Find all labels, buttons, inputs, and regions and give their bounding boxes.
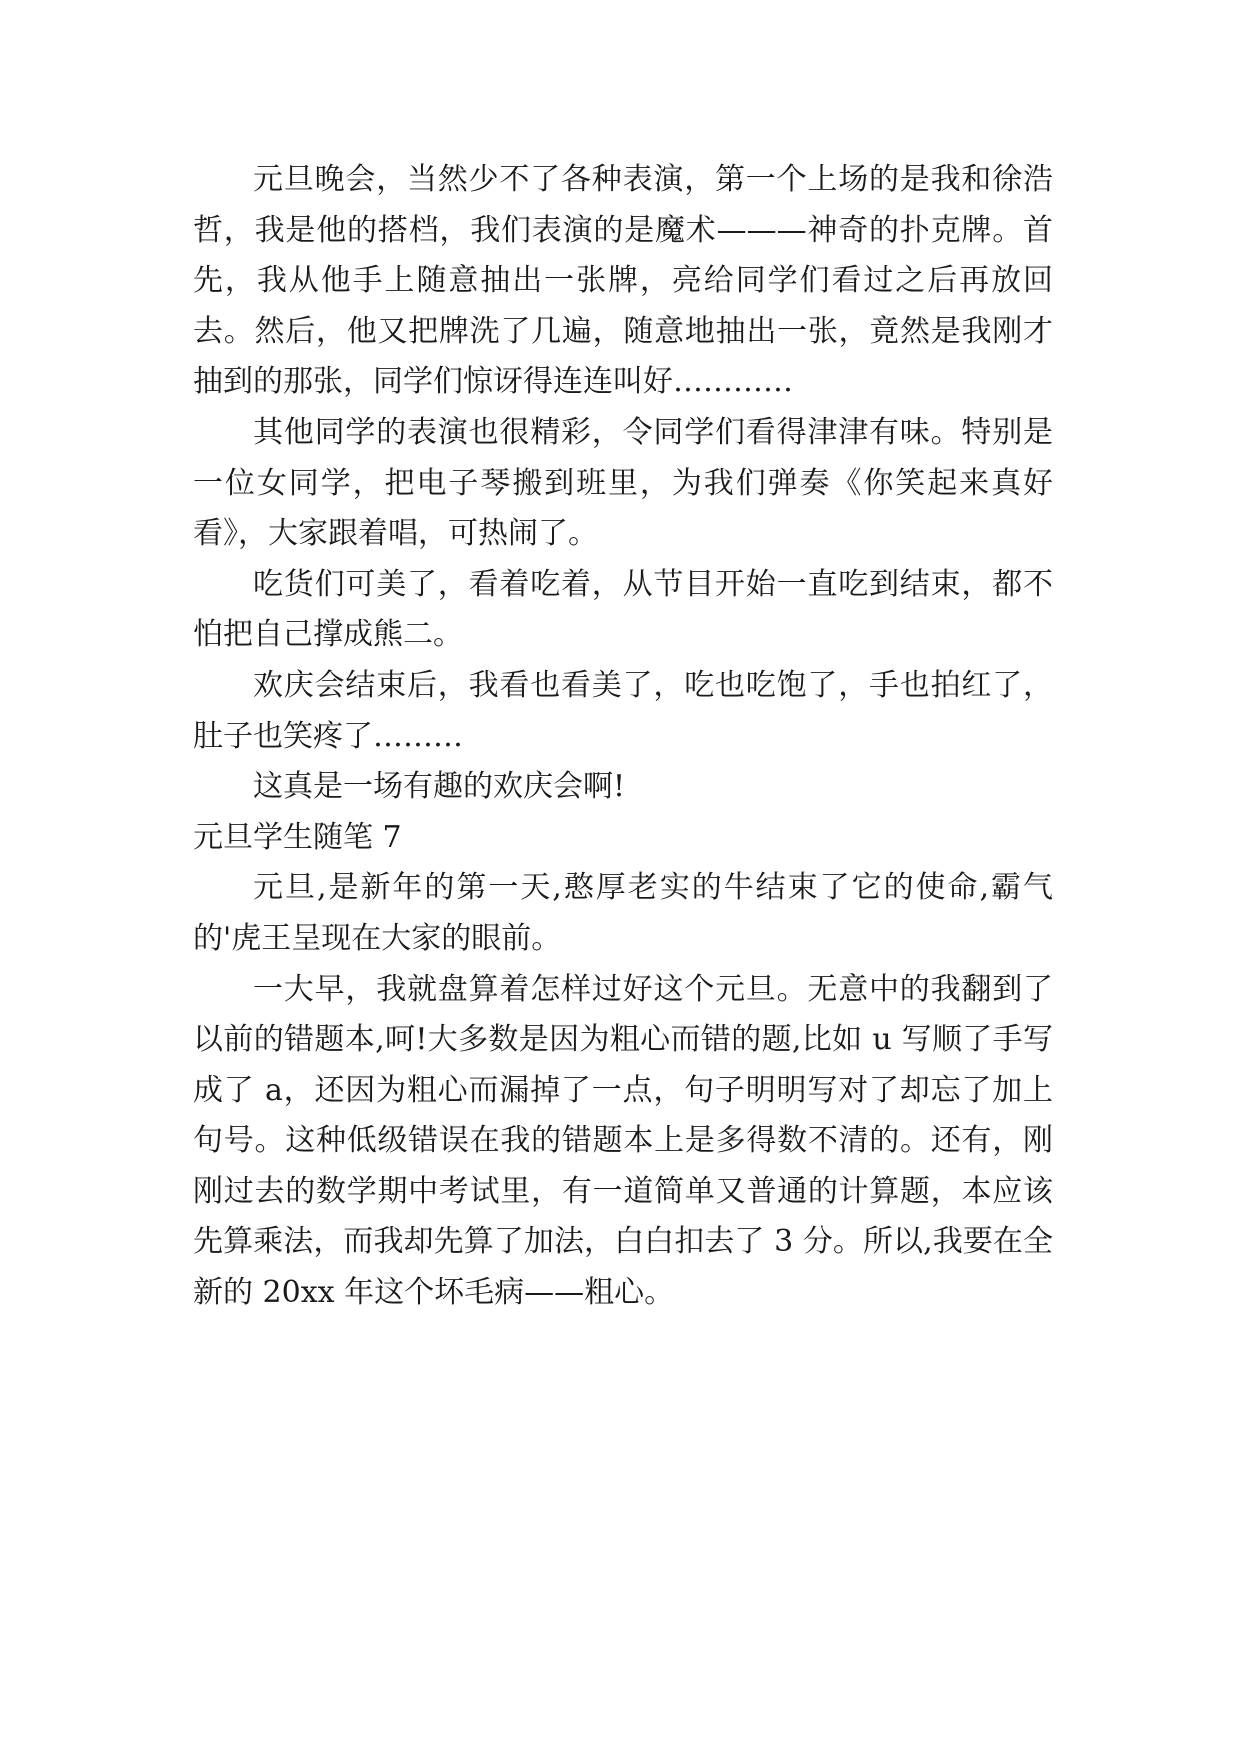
paragraph-after-party: 欢庆会结束后，我看也看美了，吃也吃饱了，手也拍红了，肚子也笑疼了……… [193, 667, 1053, 754]
document-page [193, 155, 1053, 1319]
paragraph-new-year: 元旦,是新年的第一天,憨厚老实的牛结束了它的使命,霸气的'虎王呈现在大家的眼前。 [193, 870, 1053, 956]
paragraph-conclusion: 这真是一场有趣的欢庆会啊! [253, 769, 626, 805]
paragraph-mistake-book: 一大早，我就盘算着怎样过好这个元旦。无意中的我翻到了以前的错题本,呵!大多数是因为粗心而错的题,比如 u 写顺了手写成了 a，还因为粗心而漏掉了一点，句子明明写对了却忘了加上句号。这种低级错误在我的错题本上是多得数不清的。还有，刚刚过去的数学期中考试里，有一道简单又普通的计算题，本应该先算乘法，而我却先算了加法，白白扣去了 3 分。所以,我要在全新的 20xx 年这个坏毛病——粗心。 [193, 971, 1053, 1311]
paragraph-foodies: 吃货们可美了，看着吃着，从节目开始一直吃到结束，都不怕把自己撑成熊二。 [193, 566, 1053, 653]
paragraph-other-performances: 其他同学的表演也很精彩，令同学们看得津津有味。特别是一位女同学，把电子琴搬到班里，为我们弹奏《你笑起来真好看》，大家跟着唱，可热闹了。 [193, 414, 1053, 552]
paragraph-magic-show: 元旦晚会，当然少不了各种表演，第一个上场的是我和徐浩哲，我是他的搭档，我们表演的是魔术———神奇的扑克牌。首先，我从他手上随意抽出一张牌，亮给同学们看过之后再放回去。然后，他又把牌洗了几遍，随意地抽出一张，竟然是我刚才抽到的那张，同学们惊讶得连连叫好………… [193, 162, 1053, 400]
section-heading: 元旦学生随笔 7 [193, 819, 402, 855]
